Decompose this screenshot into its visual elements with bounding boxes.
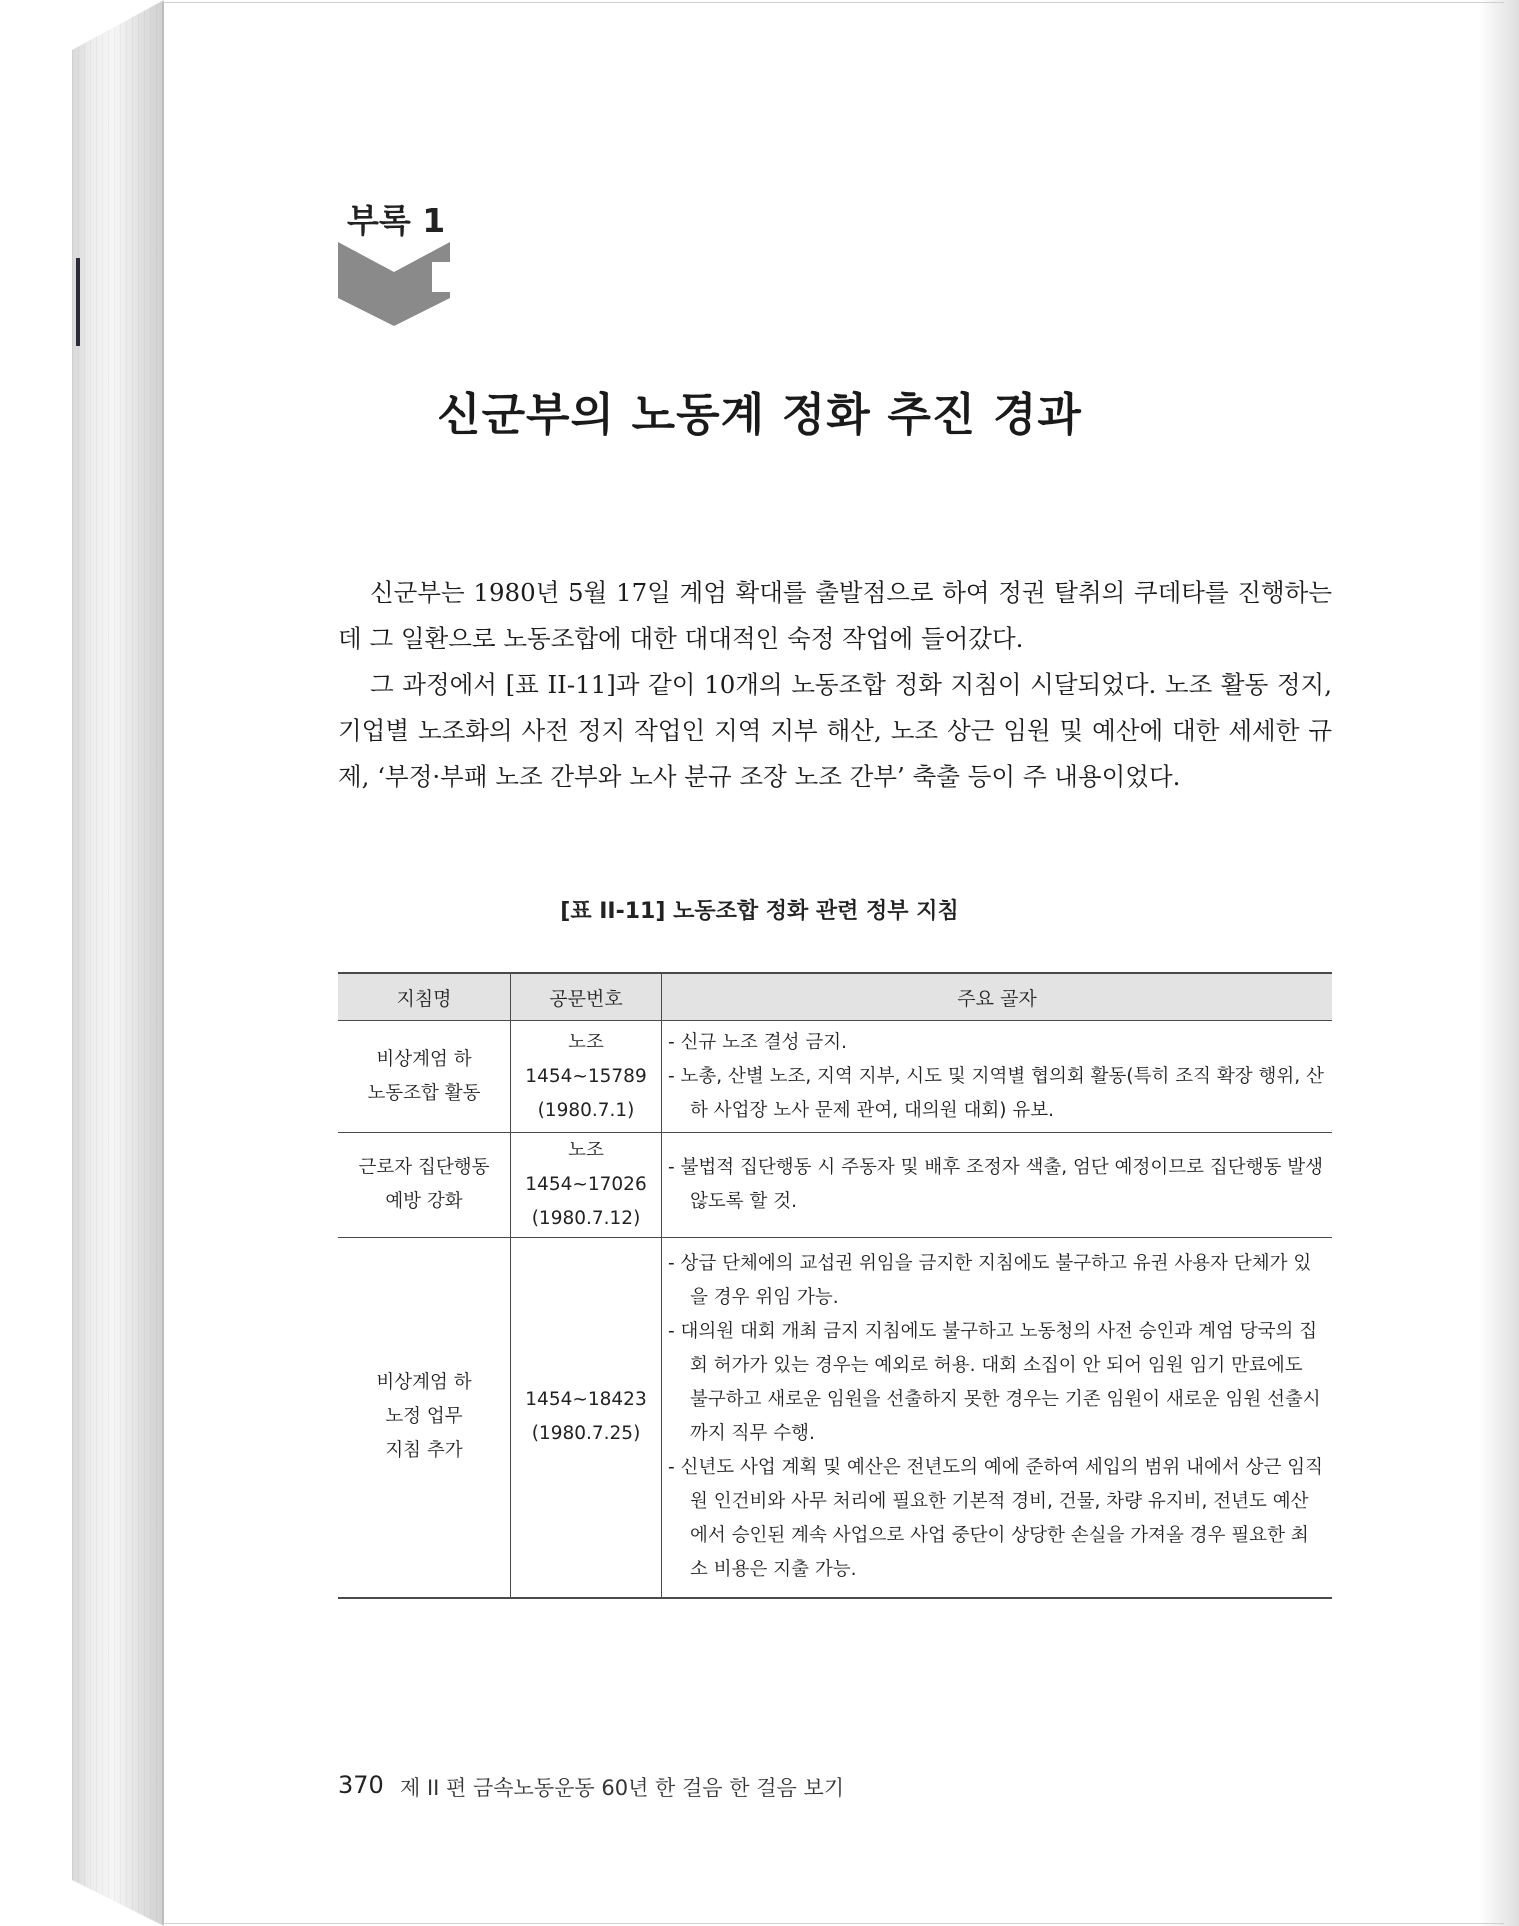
content-cell <box>662 1021 1333 1133</box>
guide-name-cell <box>338 1238 511 1598</box>
content-cell <box>662 1238 1333 1598</box>
doc-number: 1454~17026 <box>525 1174 647 1195</box>
paragraph: 그 과정에서 [표 II-11]과 같이 10개의 노동조합 정화 지침이 시달되었다. 노조 활동 정지, 기업별 노조화의 사전 정지 작업인 지역 지부 해산, 노조 상근 임원 및 예산에 대한 세세한 규제, ‘부정·부패 노조 간부와 노사 분규 조장 노조 간부’ 축출 등이 주 내용이었다. <box>338 670 1332 791</box>
appendix-label: 부록 1 <box>347 201 446 240</box>
guide-name-cell <box>338 1133 511 1238</box>
header-number: 공문번호 <box>511 973 662 1021</box>
table-header-row <box>338 973 1332 1021</box>
content-cell <box>662 1133 1333 1238</box>
page-number: 370 <box>338 1771 384 1799</box>
guideline-table <box>338 972 1332 1599</box>
header-content: 주요 골자 <box>662 973 1333 1021</box>
guide-name: 노동조합 활동 <box>367 1082 481 1104</box>
guide-name-cell <box>338 1021 511 1133</box>
table-row <box>338 1133 1332 1238</box>
doc-number: 노조 <box>568 1140 604 1161</box>
table-row <box>338 1021 1332 1133</box>
doc-number: 1454~18423 <box>525 1389 647 1411</box>
edge-marker <box>76 258 80 346</box>
content-item: - 대의원 대회 개최 금지 지침에도 불구하고 노동청의 사전 승인과 계엄 당국의 집회 허가가 있는 경우는 예외로 허용. 대회 소집이 안 되어 임원 임기 만료에도 불구하고 새로운 임원을 선출하지 못한 경우는 기존 임원이 새로운 임원 선출시까지 직무 수행. <box>668 1321 1321 1445</box>
content-item: - 신년도 사업 계획 및 예산은 전년도의 예에 준하여 세입의 범위 내에서 상근 임직원 인건비와 사무 처리에 필요한 기본적 경비, 건물, 차량 유지비, 전년도 예산에서 승인된 계속 사업으로 사업 중단이 상당한 손실을 가져올 경우 필요한 최소 비용은 지출 가능. <box>668 1457 1323 1581</box>
running-footer: 제 II 편 금속노동운동 60년 한 걸음 한 걸음 보기 <box>400 1776 845 1800</box>
header-name: 지침명 <box>338 973 511 1021</box>
guide-name: 비상계엄 하 <box>376 1372 472 1394</box>
appendix-chevron-icon <box>338 242 450 326</box>
doc-number-cell <box>511 1021 662 1133</box>
guide-name: 노정 업무 <box>385 1406 463 1428</box>
content-item: - 상급 단체에의 교섭권 위임을 금지한 지침에도 불구하고 유권 사용자 단체가 있을 경우 위임 가능. <box>668 1253 1312 1309</box>
table-row <box>338 1238 1332 1598</box>
paragraph: 신군부는 1980년 5월 17일 계엄 확대를 출발점으로 하여 정권 탈취의 쿠데타를 진행하는데 그 일환으로 노동조합에 대한 대대적인 숙정 작업에 들어갔다. <box>338 578 1332 653</box>
body-text <box>338 570 1332 800</box>
content-item: - 노총, 산별 노조, 지역 지부, 시도 및 지역별 협의회 활동(특히 조직 확장 행위, 산하 사업장 노사 문제 관여, 대의원 대회) 유보. <box>668 1065 1324 1121</box>
content-item: - 신규 노조 결성 금지. <box>668 1031 848 1053</box>
guide-name: 예방 강화 <box>385 1191 463 1212</box>
page-shadow <box>1479 0 1519 1926</box>
doc-number: (1980.7.1) <box>537 1099 635 1121</box>
doc-number-cell <box>511 1133 662 1238</box>
chapter-title: 신군부의 노동계 정화 추진 경과 <box>437 388 1082 441</box>
guide-name: 근로자 집단행동 <box>358 1157 490 1178</box>
doc-number: 노조 <box>568 1031 604 1053</box>
content-item: - 불법적 집단행동 시 주동자 및 배후 조정자 색출, 엄단 예정이므로 집단행동 발생않도록 할 것. <box>668 1157 1323 1212</box>
guide-name: 지침 추가 <box>385 1440 463 1462</box>
doc-number: (1980.7.25) <box>531 1423 641 1445</box>
table-caption: [표 II-11] 노동조합 정화 관련 정부 지침 <box>560 899 959 924</box>
doc-number-cell <box>511 1238 662 1598</box>
doc-number: 1454~15789 <box>525 1065 647 1087</box>
guide-name: 비상계엄 하 <box>376 1048 472 1070</box>
doc-number: (1980.7.12) <box>531 1208 641 1229</box>
book-page-edge <box>72 0 164 1926</box>
